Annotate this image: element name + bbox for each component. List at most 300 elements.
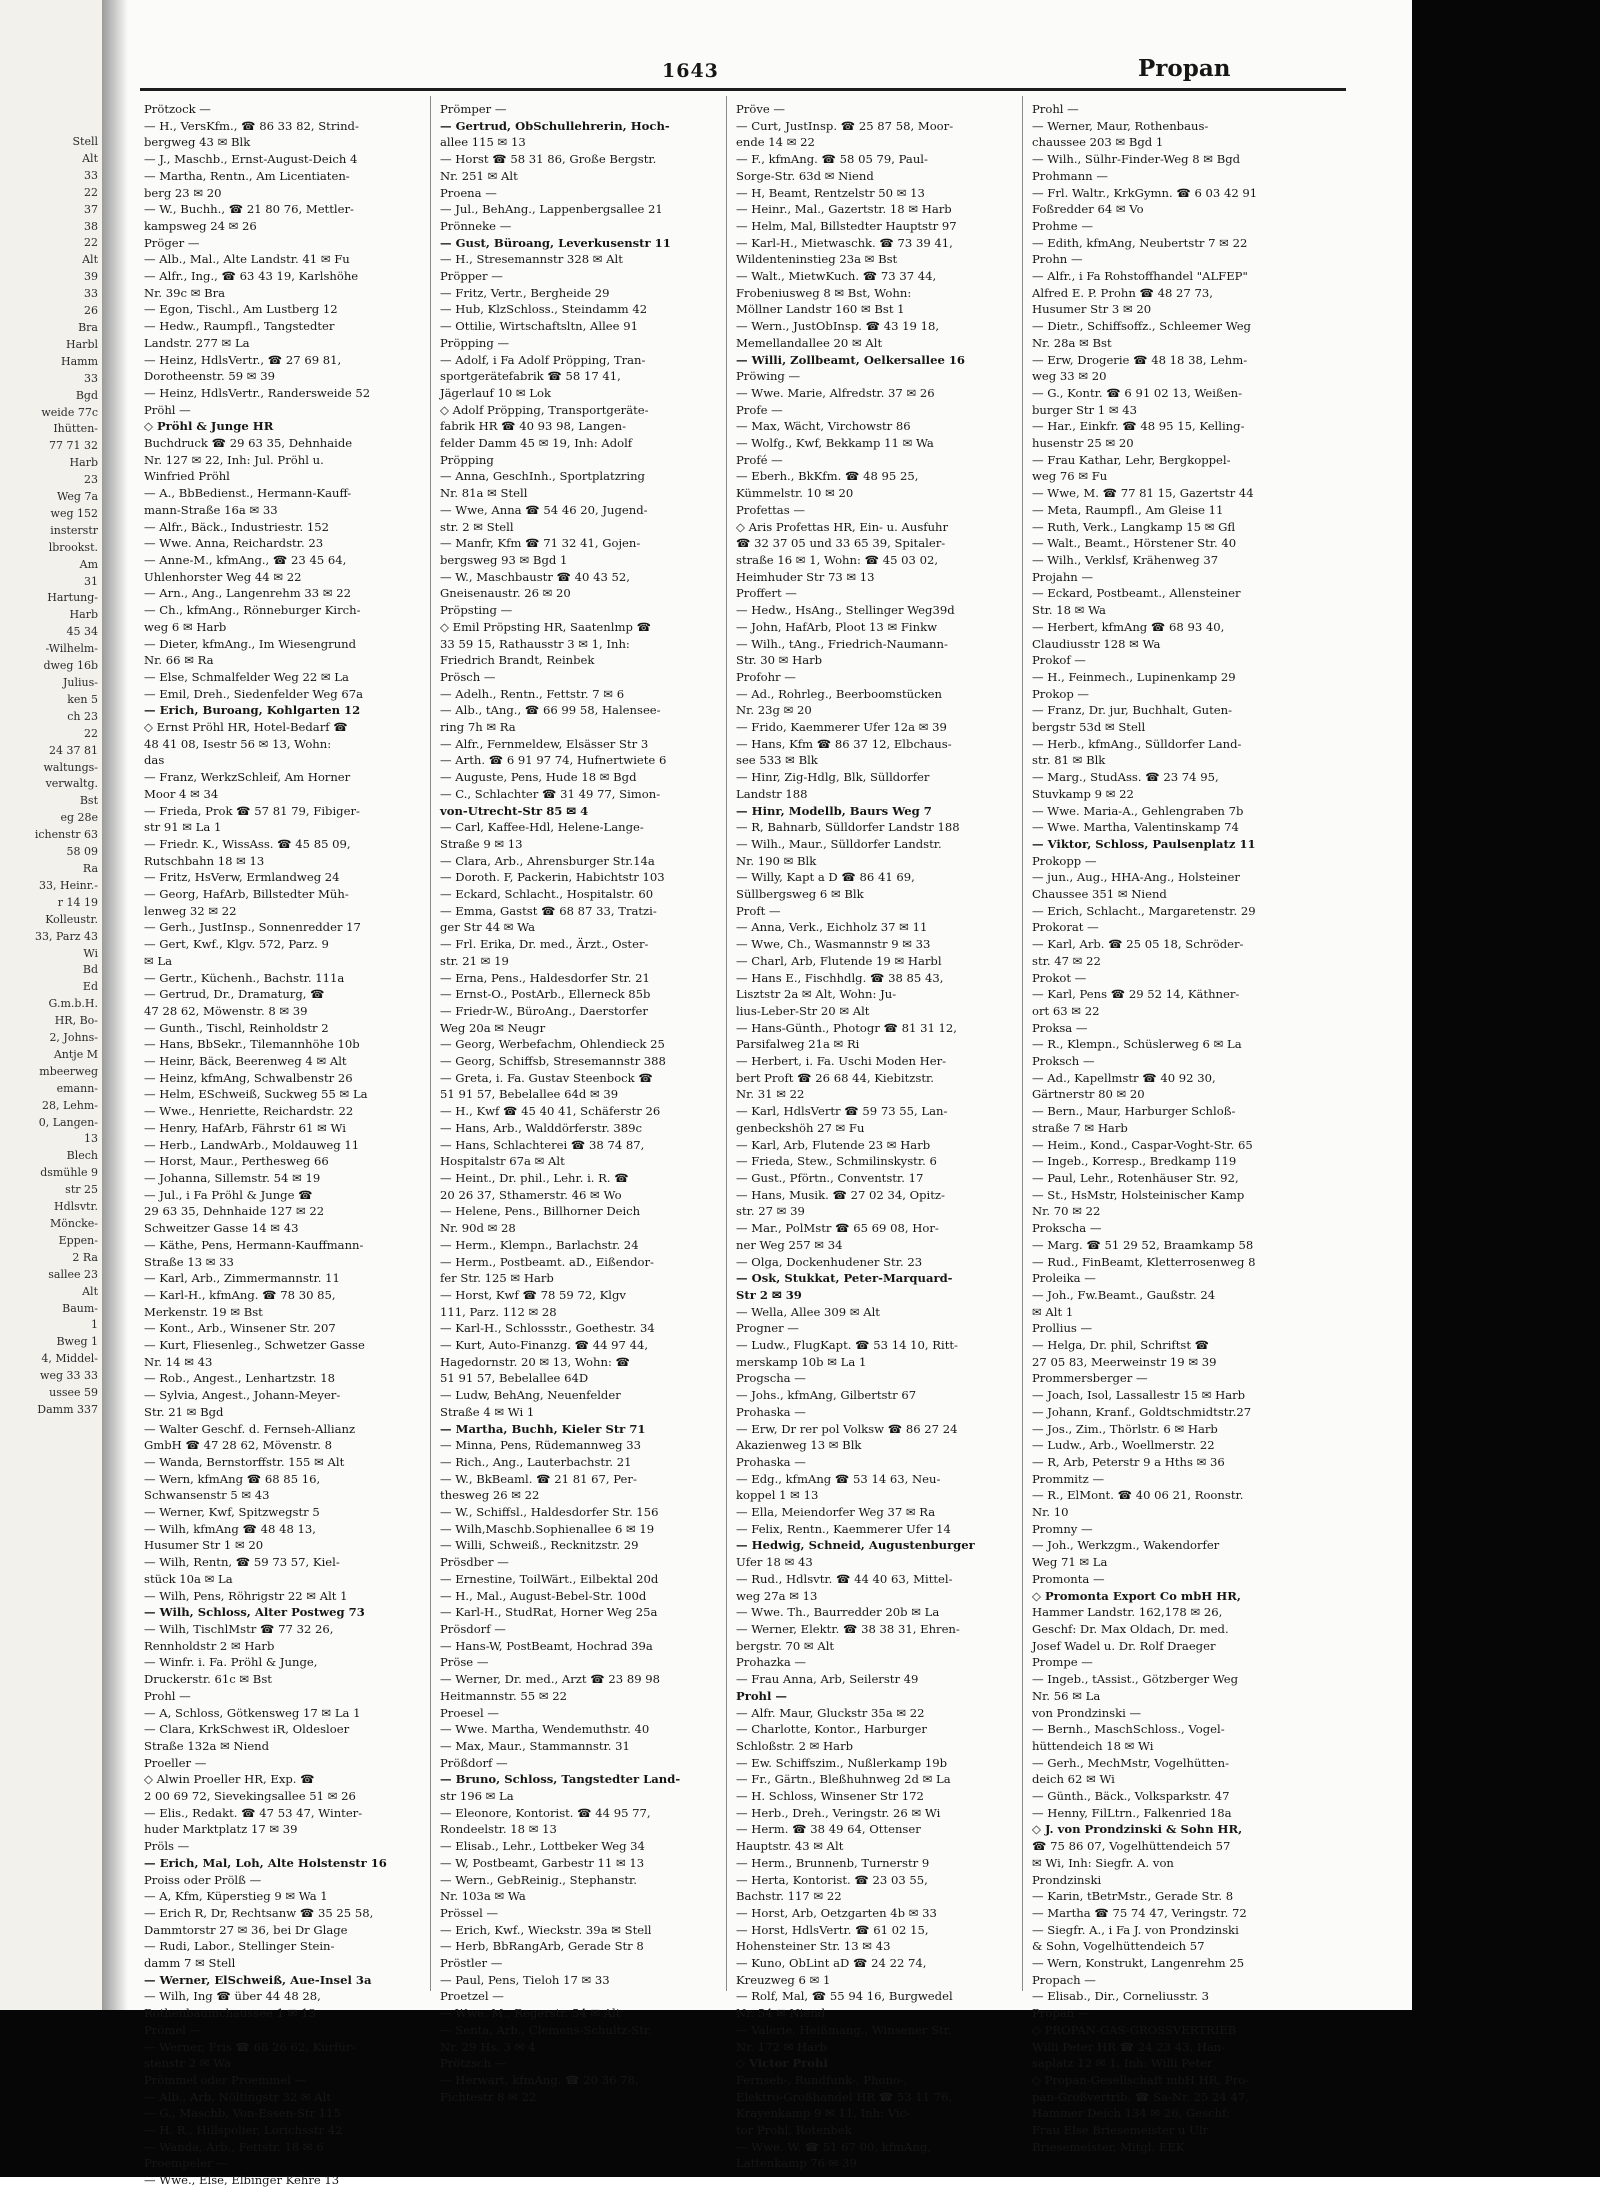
directory-entry-line: — Har., Einkfr. ☎ 48 95 15, Kelling- — [1032, 419, 1245, 434]
previous-page-line: Möncke- — [49, 1217, 98, 1230]
directory-entry-line: — Wanda, Arb., Fettstr. 18 ✉ 6 — [144, 2139, 324, 2154]
previous-page-line: 45 34 — [66, 625, 98, 639]
directory-entry-line: — Ludw, BehAng, Neuenfelder — [440, 1388, 621, 1403]
previous-page-line: 4, Middel- — [41, 1352, 98, 1366]
directory-entry-line: Nr. 251 ✉ Alt — [440, 168, 518, 183]
directory-entry-line: — Heinz, kfmAng, Schwalbenstr 26 — [144, 1070, 353, 1085]
directory-entry-line: — A., BbBedienst., Hermann-Kauff- — [144, 486, 352, 501]
directory-entry-line: — Werner, Fris ☎ 68 26 62, Kurfür- — [144, 2039, 356, 2054]
previous-page-line: 22 — [84, 726, 98, 740]
directory-column-1 — [144, 101, 419, 2188]
directory-entry-line: — Herm., Brunnenb, Turnerstr 9 — [736, 1855, 930, 1870]
directory-entry-line: Schwansenstr 5 ✉ 43 — [144, 1488, 270, 1503]
directory-entry-line: burger Str 1 ✉ 43 — [1032, 402, 1137, 417]
directory-entry-line: tor Prohl, Rotenbek — [736, 2123, 852, 2138]
directory-entry-line: — Hans, Schlachterei ☎ 38 74 87, — [440, 1137, 645, 1152]
directory-entry-line: — Ludw., FlugKapt. ☎ 53 14 10, Ritt- — [736, 1338, 958, 1353]
directory-entry-line: — R., ElMont. ☎ 40 06 21, Roonstr. — [1032, 1488, 1244, 1503]
directory-entry-line: Hagedornstr. 20 ✉ 13, Wohn: ☎ — [440, 1354, 630, 1369]
directory-entry-line: Straße 132a ✉ Niend — [144, 1738, 270, 1753]
directory-entry-line: Proena — — [440, 185, 497, 200]
directory-entry-line: — Alfr. Maur, Gluckstr 35a ✉ 22 — [736, 1705, 925, 1720]
directory-entry-line: genbeckshöh 27 ✉ Fu — [736, 1120, 865, 1135]
directory-entry-line: — H., Kwf ☎ 45 40 41, Schäferstr 26 — [440, 1104, 661, 1119]
directory-entry-line: — Johanna, Sillemstr. 54 ✉ 19 — [144, 1171, 321, 1185]
directory-entry-line: Prohme — — [1032, 218, 1093, 233]
directory-entry-line: ✉ Alt 1 — [1032, 1304, 1074, 1319]
directory-entry-line: Dammtorstr 27 ✉ 36, bei Dr Glage — [144, 1922, 348, 1937]
directory-entry-line: weg 6 ✉ Harb — [144, 619, 227, 634]
directory-entry-line: — Senta, Arb., Clemens-Schultz-Str. — [440, 2022, 652, 2037]
directory-entry-line: Progner — — [736, 1321, 799, 1336]
directory-entry-line: von Prondzinski — — [1032, 1705, 1142, 1720]
directory-entry-line: Prönneke — — [440, 218, 512, 233]
previous-page-line: weg 152 — [50, 506, 98, 520]
directory-entry-line: str 196 ✉ La — [440, 1789, 514, 1804]
directory-entry-line: Schweitzer Gasse 14 ✉ 43 — [144, 1221, 299, 1236]
directory-entry-line: Prömper — — [440, 102, 507, 116]
directory-entry-line: GmbH ☎ 47 28 62, Mövenstr. 8 — [144, 1438, 332, 1453]
previous-page-line: Hartung- — [47, 591, 98, 605]
directory-entry-line: ende 14 ✉ 22 — [736, 135, 815, 150]
directory-entry-line: Proeller — — [144, 1755, 207, 1770]
directory-entry-line: — Dieter, kfmAng., Im Wiesengrund — [144, 636, 357, 651]
directory-entry-line: — Karl, HdlsVertr ☎ 59 73 55, Lan- — [736, 1104, 948, 1119]
directory-entry-line: bergstr. 70 ✉ Alt — [736, 1638, 835, 1653]
directory-entry-line: Profohr — — [736, 669, 796, 684]
directory-entry-line: — Karl, Arb. ☎ 25 05 18, Schröder- — [1032, 937, 1244, 952]
directory-entry-line: Pröpsting — — [440, 603, 513, 618]
directory-entry-line: — Erich, Buroang, Kohlgarten 12 — [144, 703, 361, 718]
directory-entry-line: — Alb., tAng., ☎ 66 99 58, Halensee- — [440, 703, 661, 718]
directory-entry-line: — Greta, i. Fa. Gustav Steenbock ☎ — [440, 1070, 653, 1085]
directory-entry-line: bergweg 43 ✉ Blk — [144, 135, 251, 150]
directory-entry-line: — Herm., Postbeamt. aD., Eißendor- — [440, 1254, 654, 1269]
directory-entry-line: Uhlenhorster Weg 44 ✉ 22 — [144, 569, 302, 584]
directory-entry-line: Promonta — — [1032, 1571, 1105, 1586]
directory-entry-line: — Erw, Dr rer pol Volksw ☎ 86 27 24 — [736, 1421, 958, 1436]
directory-entry-line: — Käthe, Pens, Hermann-Kauffmann- — [144, 1237, 364, 1252]
directory-page — [102, 0, 1412, 2188]
directory-entry-line: stenstr 2 ✉ Wa — [144, 2056, 232, 2071]
directory-entry-line: — Marg., StudAss. ☎ 23 74 95, — [1032, 770, 1219, 785]
directory-entry-line: — Wern., JustObInsp. ☎ 43 19 18, — [736, 319, 940, 334]
directory-entry-line: — Fritz, HsVerw, Ermlandweg 24 — [144, 870, 340, 885]
directory-entry-line: — Willy, Kapt a D ☎ 86 41 69, — [736, 870, 915, 885]
directory-entry-line: — Ernst-O., PostArb., Ellerneck 85b — [440, 987, 651, 1002]
directory-column-4 — [1032, 101, 1307, 2154]
directory-entry-line: — Wella, Allee 309 ✉ Alt — [736, 1304, 880, 1319]
previous-page-line: ichenstr 63 — [34, 828, 98, 842]
directory-entry-line: Pröstler — — [440, 1956, 503, 1971]
directory-entry-line: — Marg. ☎ 51 29 52, Braamkamp 58 — [1032, 1237, 1254, 1252]
directory-entry-line: — H, Beamt, Rentzelstr 50 ✉ 13 — [736, 185, 925, 200]
directory-entry-line: — Karin, tBetrMstr., Gerade Str. 8 — [1032, 1889, 1234, 1904]
directory-entry-line: Prösdber — — [440, 1555, 509, 1570]
directory-entry-line: weg 27a ✉ 13 — [736, 1588, 818, 1603]
directory-entry-line: Prokop — — [1032, 686, 1090, 701]
directory-entry-line: — G., Maschb, Von-Essen-Str 115 — [144, 2106, 341, 2121]
directory-entry-line: — Hans, Kfm ☎ 86 37 12, Elbchaus- — [736, 736, 952, 751]
previous-page-line: Stell — [72, 135, 98, 148]
previous-page-line: Alt — [82, 253, 98, 267]
directory-entry-line: straße 16 ✉ 1, Wohn: ☎ 45 03 02, — [736, 552, 939, 567]
directory-entry-line: — Fr., Gärtn., Bleßhuhnweg 2d ✉ La — [736, 1772, 951, 1787]
directory-entry-line: Pröpping — — [440, 335, 510, 350]
directory-entry-line: — Gertrud, ObSchullehrerin, Hoch- — [440, 118, 670, 133]
directory-entry-line: — Wern, Konstrukt, Langenrehm 25 — [1032, 1956, 1245, 1971]
directory-entry-line: ort 63 ✉ 22 — [1032, 1003, 1100, 1018]
directory-entry-line: Str. 21 ✉ Bgd — [144, 1404, 224, 1419]
directory-entry-line: — Wilh, kfmAng ☎ 48 48 13, — [144, 1521, 316, 1536]
directory-entry-line: — Helm, ESchweiß, Suckweg 55 ✉ La — [144, 1087, 368, 1102]
directory-entry-line: Weg 71 ✉ La — [1032, 1555, 1108, 1570]
directory-entry-line: str. 27 ✉ 39 — [736, 1204, 805, 1219]
directory-entry-line: ◇ Alwin Proeller HR, Exp. ☎ — [144, 1772, 315, 1787]
directory-entry-line: — Adolf, i Fa Adolf Pröpping, Tran- — [440, 352, 646, 367]
directory-entry-line: Alfred E. P. Prohn ☎ 48 27 73, — [1032, 285, 1213, 300]
directory-entry-line: — W, Postbeamt, Garbestr 11 ✉ 13 — [440, 1855, 645, 1870]
directory-entry-line: — Erich R, Dr, Rechtsanw ☎ 35 25 58, — [144, 1905, 374, 1920]
directory-entry-line: berg 23 ✉ 20 — [144, 185, 222, 200]
directory-entry-line: — H., Mal., August-Bebel-Str. 100d — [440, 1588, 647, 1603]
directory-entry-line: — Karl, Arb., Zimmermannstr. 11 — [144, 1271, 340, 1286]
previous-page-text — [0, 134, 98, 1419]
directory-entry-line: Nr. 81a ✉ Stell — [440, 486, 528, 501]
directory-entry-line: Pröger — — [144, 235, 200, 250]
directory-entry-line: — Wilh, Pens, Röhrigstr 22 ✉ Alt 1 — [144, 1588, 348, 1603]
directory-entry-line: ◇ Emil Pröpsting HR, Saatenlmp ☎ — [440, 619, 652, 634]
directory-entry-line: hüttendeich 18 ✉ Wi — [1032, 1738, 1154, 1753]
directory-entry-line: — Alfr., Fernmeldew, Elsässer Str 3 — [440, 736, 649, 751]
directory-entry-line: — Gust., Pförtn., Conventstr. 17 — [736, 1171, 924, 1185]
directory-entry-line: Druckerstr. 61c ✉ Bst — [144, 1672, 272, 1687]
directory-entry-line: Prohl — — [736, 1688, 788, 1703]
directory-entry-line: — Kurt, Fliesenleg., Schwetzer Gasse — [144, 1338, 365, 1353]
directory-entry-line: — Emil, Dreh., Siedenfelder Weg 67a — [144, 686, 363, 701]
directory-entry-line: Kümmelstr. 10 ✉ 20 — [736, 486, 854, 501]
directory-entry-line: — Frl. Waltr., KrkGymn. ☎ 6 03 42 91 — [1032, 185, 1258, 200]
directory-entry-line: — Max, Maur., Stammannstr. 31 — [440, 1738, 630, 1753]
directory-entry-line: — Bern., Maur, Harburger Schloß- — [1032, 1104, 1236, 1119]
directory-entry-line: — Wwe., Henriette, Reichardstr. 22 — [144, 1104, 354, 1119]
directory-entry-line: Chaussee 351 ✉ Niend — [1032, 887, 1167, 902]
directory-entry-line: Straße 9 ✉ 13 — [440, 836, 523, 851]
directory-entry-line: — Heint., Dr. phil., Lehr. i. R. ☎ — [440, 1171, 629, 1185]
directory-entry-line: Proft — — [736, 903, 781, 918]
directory-entry-line: Pröve — — [736, 102, 786, 116]
directory-entry-line: — Herbert, kfmAng ☎ 68 93 40, — [1032, 619, 1225, 634]
directory-entry-line: — Manfr, Kfm ☎ 71 32 41, Gojen- — [440, 536, 641, 551]
directory-entry-line: — Rud., Hdlsvtr. ☎ 44 40 63, Mittel- — [736, 1571, 953, 1586]
directory-entry-line: — Franz, WerkzSchleif, Am Horner — [144, 770, 351, 785]
directory-entry-line: — Bruno, Schloss, Tangstedter Land- — [440, 1772, 681, 1787]
directory-entry-line: — Erich, Schlacht., Margaretenstr. 29 — [1032, 903, 1256, 918]
directory-entry-line: ◇ Victor Prohl — [736, 2056, 828, 2071]
directory-entry-line: Foßredder 64 ✉ Vo — [1032, 202, 1144, 217]
directory-entry-line: Möllner Landstr 160 ✉ Bst 1 — [736, 302, 905, 317]
directory-entry-line: — Adelh., Rentn., Fettstr. 7 ✉ 6 — [440, 686, 625, 701]
previous-page-line: weg 33 33 — [40, 1369, 98, 1383]
directory-entry-line: — Wwe. Maria-A., Gehlengraben 7b — [1032, 803, 1244, 818]
directory-entry-line: — Viktor, Schloss, Paulsenplatz 11 — [1032, 836, 1256, 851]
directory-entry-line: — Wilh, Schloss, Alter Postweg 73 — [144, 1605, 365, 1620]
directory-entry-line: Husumer Str 3 ✉ 20 — [1032, 302, 1152, 317]
directory-entry-line: Prompe — — [1032, 1655, 1093, 1670]
directory-entry-line: — C., Schlachter ☎ 31 49 77, Simon- — [440, 786, 661, 801]
previous-page-line: Hdlsvtr. — [54, 1200, 98, 1214]
directory-entry-line: — Wwe. Martha, Wendemuthstr. 40 — [440, 1722, 650, 1737]
directory-entry-line: — Joh., Werkzgm., Wakendorfer — [1032, 1538, 1220, 1553]
previous-page-line: 24 37 81 — [49, 743, 98, 757]
directory-entry-line: ☎ 32 37 05 und 33 65 39, Spitaler- — [736, 536, 946, 551]
directory-entry-line: — Frau Kathar, Lehr, Bergkoppel- — [1032, 452, 1231, 467]
directory-entry-line: — Ludw., Arb., Woellmerstr. 22 — [1032, 1438, 1215, 1453]
directory-entry-line: Propach — — [1032, 1972, 1096, 1987]
directory-entry-line: see 533 ✉ Blk — [736, 753, 818, 768]
directory-entry-line: Nr. 39c ✉ Bra — [144, 285, 226, 300]
directory-entry-line: — Herm., Klempn., Barlachstr. 24 — [440, 1237, 639, 1252]
directory-entry-line: Lisztstr 2a ✉ Alt, Wohn: Ju- — [736, 987, 897, 1002]
previous-page-line: Bweg 1 — [56, 1335, 98, 1349]
previous-page-line: verwaltg. — [45, 777, 98, 791]
directory-entry-line: — Erich, Kwf., Wieckstr. 39a ✉ Stell — [440, 1922, 652, 1937]
directory-entry-line: Rennholdstr 2 ✉ Harb — [144, 1638, 275, 1653]
directory-entry-line: ◇ Ernst Pröhl HR, Hotel-Bedarf ☎ — [144, 720, 348, 735]
directory-entry-line: ger Str 44 ✉ Wa — [440, 920, 535, 935]
directory-entry-line: bergsweg 93 ✉ Bgd 1 — [440, 552, 568, 567]
directory-entry-line: Wildenteninstieg 23a ✉ Bst — [736, 252, 898, 267]
directory-entry-line: Prommersberger — — [1032, 1371, 1148, 1386]
directory-entry-line: — Henry, HafArb, Fährstr 61 ✉ Wi — [144, 1120, 346, 1135]
directory-entry-line: Josef Wadel u. Dr. Rolf Draeger — [1032, 1638, 1216, 1653]
directory-entry-line: — W., Maschbaustr ☎ 40 43 52, — [440, 569, 630, 584]
directory-entry-line: felder Damm 45 ✉ 19, Inh: Adolf — [440, 436, 633, 451]
directory-entry-line: Proesel — — [440, 1705, 499, 1720]
previous-page-line: str 25 — [65, 1183, 98, 1197]
directory-entry-line: — Anne-M., kfmAng., ☎ 23 45 64, — [144, 552, 347, 567]
directory-entry-line: chaussee 203 ✉ Bgd 1 — [1032, 135, 1164, 150]
directory-entry-line: — Wolfg., Kwf, Bekkamp 11 ✉ Wa — [736, 436, 934, 451]
directory-entry-line: Nr. 14 ✉ 43 — [144, 1354, 213, 1369]
directory-entry-line: Willi Peter HR ☎ 24 23 43, Han- — [1032, 2039, 1226, 2054]
directory-entry-line: — Hedwig, Schneid, Augustenburger — [736, 1538, 975, 1553]
directory-entry-line: bert Proft ☎ 26 68 44, Kiebitzstr. — [736, 1070, 934, 1085]
directory-entry-line: — Karl, Arb, Flutende 23 ✉ Harb — [736, 1137, 931, 1152]
directory-entry-line: — Rudi, Labor., Stellinger Stein- — [144, 1939, 335, 1954]
directory-entry-line: — Dietr., Schiffsoffz., Schleemer Weg — [1032, 319, 1251, 334]
directory-entry-line: Nr. 127 ✉ 22, Inh: Jul. Pröhl u. — [144, 452, 324, 467]
directory-entry-line: — Werner, Elektr. ☎ 38 38 31, Ehren- — [736, 1621, 960, 1636]
directory-entry-line: — Eckard, Schlacht., Hospitalstr. 60 — [440, 887, 654, 902]
directory-entry-line: Briesemeister, Mitgl. EEK — [1032, 2139, 1185, 2154]
directory-entry-line: — Alb., Arb, Nöltingstr 32 ✉ Alt — [144, 2089, 332, 2104]
directory-entry-line: — H. Schloss, Winsener Str 172 — [736, 1789, 924, 1804]
directory-entry-line: Geschf: Dr. Max Oldach, Dr. med. — [1032, 1621, 1229, 1636]
directory-entry-line: — Sylvia, Angest., Johann-Meyer- — [144, 1388, 341, 1403]
previous-page-line: 1 — [91, 1318, 98, 1332]
directory-entry-line: — Wwe, Anna ☎ 54 46 20, Jugend- — [440, 502, 648, 517]
directory-entry-line: — Gust, Büroang, Leverkusenstr 11 — [440, 235, 671, 250]
directory-entry-line: Hauptstr. 43 ✉ Alt — [736, 1839, 844, 1854]
directory-entry-line: — Helm, Mal, Billstedter Hauptstr 97 — [736, 218, 957, 233]
directory-entry-line: Profettas — — [736, 502, 805, 517]
directory-entry-line: Heitmannstr. 55 ✉ 22 — [440, 1688, 568, 1703]
directory-entry-line: pan-Großvertrib. ☎ Sa-Nr. 25 24 47, — [1032, 2089, 1249, 2104]
directory-entry-line: Profe — — [736, 402, 783, 417]
directory-entry-line: — Karl-H., Schlossstr., Goethestr. 34 — [440, 1321, 655, 1336]
previous-page-line: 2 Ra — [72, 1250, 98, 1264]
previous-page-line: Eppen- — [58, 1233, 98, 1247]
directory-entry-line: Prötzsch — — [440, 2056, 507, 2071]
directory-entry-line: — Martha ☎ 75 74 47, Veringstr. 72 — [1032, 1905, 1247, 1920]
directory-entry-line: Prömel — — [144, 2022, 202, 2037]
directory-entry-line: — Kont., Arb., Winsener Str. 207 — [144, 1321, 336, 1336]
directory-entry-line: — Carl, Kaffee-Hdl, Helene-Lange- — [440, 820, 644, 835]
directory-entry-line: — Felix, Rentn., Kaemmerer Ufer 14 — [736, 1521, 951, 1536]
directory-entry-line: 47 28 62, Möwenstr. 8 ✉ 39 — [144, 1003, 308, 1018]
directory-entry-line: Prondzinski — [1032, 1872, 1102, 1887]
directory-entry-line: — Georg, Schiffsb, Stresemannstr 388 — [440, 1054, 666, 1069]
previous-page-line: Antje M — [53, 1047, 98, 1061]
directory-entry-line: — Horst ☎ 58 31 86, Große Bergstr. — [440, 152, 657, 167]
directory-entry-line: Weg 20a ✉ Neugr — [440, 1020, 546, 1035]
previous-page-line: 0, Langen- — [38, 1115, 98, 1129]
previous-page-line: 22 — [84, 185, 98, 199]
directory-entry-line: — Rolf, Mal, ☎ 55 94 16, Burgwedel — [736, 1989, 953, 2004]
directory-entry-line: 27 05 83, Meerweinstr 19 ✉ 39 — [1032, 1354, 1217, 1369]
previous-page-line: Damm 337 — [37, 1402, 98, 1416]
previous-page-line: Ihütten- — [53, 422, 98, 436]
directory-entry-line: — Gertrud, Dr., Dramaturg, ☎ — [144, 987, 325, 1002]
directory-entry-line: straße 7 ✉ Harb — [1032, 1120, 1128, 1135]
directory-entry-line: — Alb., Mal., Alte Landstr. 41 ✉ Fu — [144, 252, 350, 267]
directory-entry-line: — Johs., kfmAng, Gilbertstr 67 — [736, 1388, 917, 1403]
previous-page-line: 2, Johns- — [49, 1031, 98, 1045]
directory-entry-line: — Paul, Pens, Tieloh 17 ✉ 33 — [440, 1972, 610, 1987]
directory-entry-line: ner Weg 257 ✉ 34 — [736, 1237, 843, 1252]
directory-entry-line: — Frieda, Stew., Schmilinskystr. 6 — [736, 1154, 937, 1169]
directory-entry-line: — Curt, JustInsp. ☎ 25 87 58, Moor- — [736, 118, 954, 133]
directory-entry-line: — Helga, Dr. phil, Schriftst ☎ — [1032, 1338, 1210, 1353]
directory-entry-line: — Hedw., HsAng., Stellinger Weg39d — [736, 603, 955, 618]
directory-entry-line: — Martha, Rentn., Am Licentiaten- — [144, 168, 350, 183]
previous-page-line: 77 71 32 — [49, 439, 98, 453]
previous-page-line: G.m.b.H. — [48, 997, 98, 1011]
directory-entry-line: Prokot — — [1032, 970, 1087, 985]
directory-entry-line: Prohmann — — [1032, 168, 1108, 183]
directory-entry-line: koppel 1 ✉ 13 — [736, 1488, 819, 1503]
directory-entry-line: ✉ Wi, Inh: Siegfr. A. von — [1032, 1855, 1174, 1870]
directory-entry-line: — W., BkBeaml. ☎ 21 81 67, Per- — [440, 1471, 637, 1486]
directory-entry-line: — Joach, Isol, Lassallestr 15 ✉ Harb — [1032, 1388, 1246, 1403]
directory-entry-line: Profé — — [736, 452, 783, 467]
previous-page-line: Am — [79, 557, 98, 571]
directory-entry-line: weg 76 ✉ Fu — [1032, 469, 1108, 484]
directory-entry-line: Prollius — — [1032, 1321, 1093, 1336]
directory-entry-line: Proleika — — [1032, 1271, 1096, 1286]
directory-entry-line: — Ad., Kapellmstr ☎ 40 92 30, — [1032, 1070, 1216, 1085]
previous-page-line: 33 — [84, 287, 98, 301]
directory-entry-line: — Max, Wächt, Virchowstr 86 — [736, 419, 911, 434]
directory-entry-line: huder Marktplatz 17 ✉ 39 — [144, 1822, 298, 1837]
directory-entry-line: — Elis., Redakt. ☎ 47 53 47, Winter- — [144, 1805, 363, 1820]
directory-entry-line: — Wilh,Maschb.Sophienallee 6 ✉ 19 — [440, 1521, 655, 1536]
directory-entry-line: — F., kfmAng. ☎ 58 05 79, Paul- — [736, 152, 928, 167]
directory-entry-line: str 91 ✉ La 1 — [144, 820, 222, 835]
directory-entry-line: 33 59 15, Rathausstr 3 ✉ 1, Inh: — [440, 636, 630, 651]
directory-entry-line: — Eberh., BkKfm. ☎ 48 95 25, — [736, 469, 919, 484]
previous-page-line: 31 — [84, 574, 98, 588]
directory-entry-line: Nr. 23g ✉ 20 — [736, 703, 812, 718]
directory-entry-line: — Jos., Zim., Thörlstr. 6 ✉ Harb — [1032, 1421, 1218, 1436]
directory-entry-line: 29 63 35, Dehnhaide 127 ✉ 22 — [144, 1204, 325, 1219]
directory-entry-line: — Arn., Ang., Langenrehm 33 ✉ 22 — [144, 586, 352, 601]
directory-entry-line: Stuvkamp 9 ✉ 22 — [1032, 786, 1134, 801]
directory-entry-line: Prommitz — — [1032, 1471, 1105, 1486]
directory-entry-line: — Karl-H., Mietwaschk. ☎ 73 39 41, — [736, 235, 953, 250]
previous-page-line: 33, Parz 43 — [34, 929, 98, 943]
directory-entry-line: Pröhl — — [144, 402, 191, 417]
previous-page-line: weide 77c — [41, 405, 98, 419]
directory-entry-line: Moor 4 ✉ 34 — [144, 786, 219, 801]
directory-entry-line: — Ruth, Verk., Langkamp 15 ✉ Gfl — [1032, 519, 1236, 534]
directory-entry-line: — Herwart, kfmAng. ☎ 20 36 78, — [440, 2072, 639, 2087]
directory-entry-line: str. 2 ✉ Stell — [440, 519, 514, 534]
directory-entry-line: Nr. 190 ✉ Blk — [736, 853, 817, 868]
directory-entry-line: — Ingeb., tAssist., Götzberger Weg — [1032, 1672, 1238, 1687]
directory-entry-line: — Joh., Fw.Beamt., Gaußstr. 24 — [1032, 1287, 1216, 1302]
directory-entry-line: — Gertr., Küchenh., Bachstr. 111a — [144, 970, 345, 985]
directory-entry-line: Propan — — [1032, 2006, 1090, 2021]
previous-page-line: HR, Bo- — [54, 1014, 98, 1028]
previous-page-line: 38 — [84, 219, 98, 233]
directory-entry-line: das — [144, 753, 165, 768]
directory-entry-line: Str. 30 ✉ Harb — [736, 653, 823, 668]
directory-entry-line: Landstr 188 — [736, 786, 808, 801]
directory-entry-line: — H., Feinmech., Lupinenkamp 29 — [1032, 669, 1236, 684]
directory-entry-line: — Wanda, Bernstorffstr. 155 ✉ Alt — [144, 1454, 345, 1469]
directory-entry-line: — Erich, Mal, Loh, Alte Holstenstr 16 — [144, 1855, 387, 1870]
directory-entry-line: — Paul, Lehr., Rotenhäuser Str. 92, — [1032, 1171, 1239, 1185]
directory-entry-line: — Wilh, Rentn, ☎ 59 73 57, Kiel- — [144, 1555, 340, 1570]
directory-entry-line: Nr. 90d ✉ 28 — [440, 1221, 516, 1236]
directory-entry-line: merskamp 10b ✉ La 1 — [736, 1354, 867, 1369]
directory-entry-line: Frobeniusweg 8 ✉ Bst, Wohn: — [736, 285, 912, 300]
directory-entry-line: — Wern., GebReinig., Stephanstr. — [440, 1872, 637, 1887]
directory-entry-line: saplatz 12 ✉ 1, Inh: Willi Peter — [1032, 2056, 1213, 2071]
directory-entry-line: Straße 13 ✉ 33 — [144, 1254, 234, 1269]
directory-entry-line: — Frl. Erika, Dr. med., Ärzt., Oster- — [440, 937, 649, 952]
directory-entry-line: Nr. 66 ✉ Ra — [144, 653, 214, 668]
directory-entry-line: — Ad., Rohrleg., Beerboomstücken — [736, 686, 942, 701]
directory-entry-line: 51 91 57, Bebelallee 64D — [440, 1371, 589, 1386]
directory-entry-line: — Wwe. Th., Baurredder 20b ✉ La — [736, 1605, 940, 1620]
directory-entry-line: — Minna, Pens, Rüdemannweg 33 — [440, 1438, 641, 1453]
directory-entry-line: — Werner, Maur, Rothenbaus- — [1032, 118, 1209, 133]
directory-entry-line: Ufer 18 ✉ 43 — [736, 1555, 813, 1570]
directory-entry-line: — Wwe. M., Regerstr. 54 ✉ Alt — [440, 2006, 621, 2021]
directory-entry-line: allee 115 ✉ 13 — [440, 135, 526, 150]
directory-entry-line: — Ew. Schiffszim., Nußlerkamp 19b — [736, 1755, 948, 1770]
directory-entry-line: ◇ Adolf Pröpping, Transportgeräte- — [440, 402, 649, 417]
previous-page-line: Wi — [83, 946, 98, 960]
directory-entry-line: Str 2 ✉ 39 — [736, 1287, 802, 1302]
directory-entry-line: — jun., Aug., HHA-Ang., Holsteiner — [1032, 870, 1240, 885]
previous-page-line: Ed — [82, 980, 98, 994]
directory-entry-line: — Willi, Zollbeamt, Oelkersallee 16 — [736, 352, 965, 367]
directory-entry-line: — Wwe, M. ☎ 77 81 15, Gazertstr 44 — [1032, 486, 1254, 501]
